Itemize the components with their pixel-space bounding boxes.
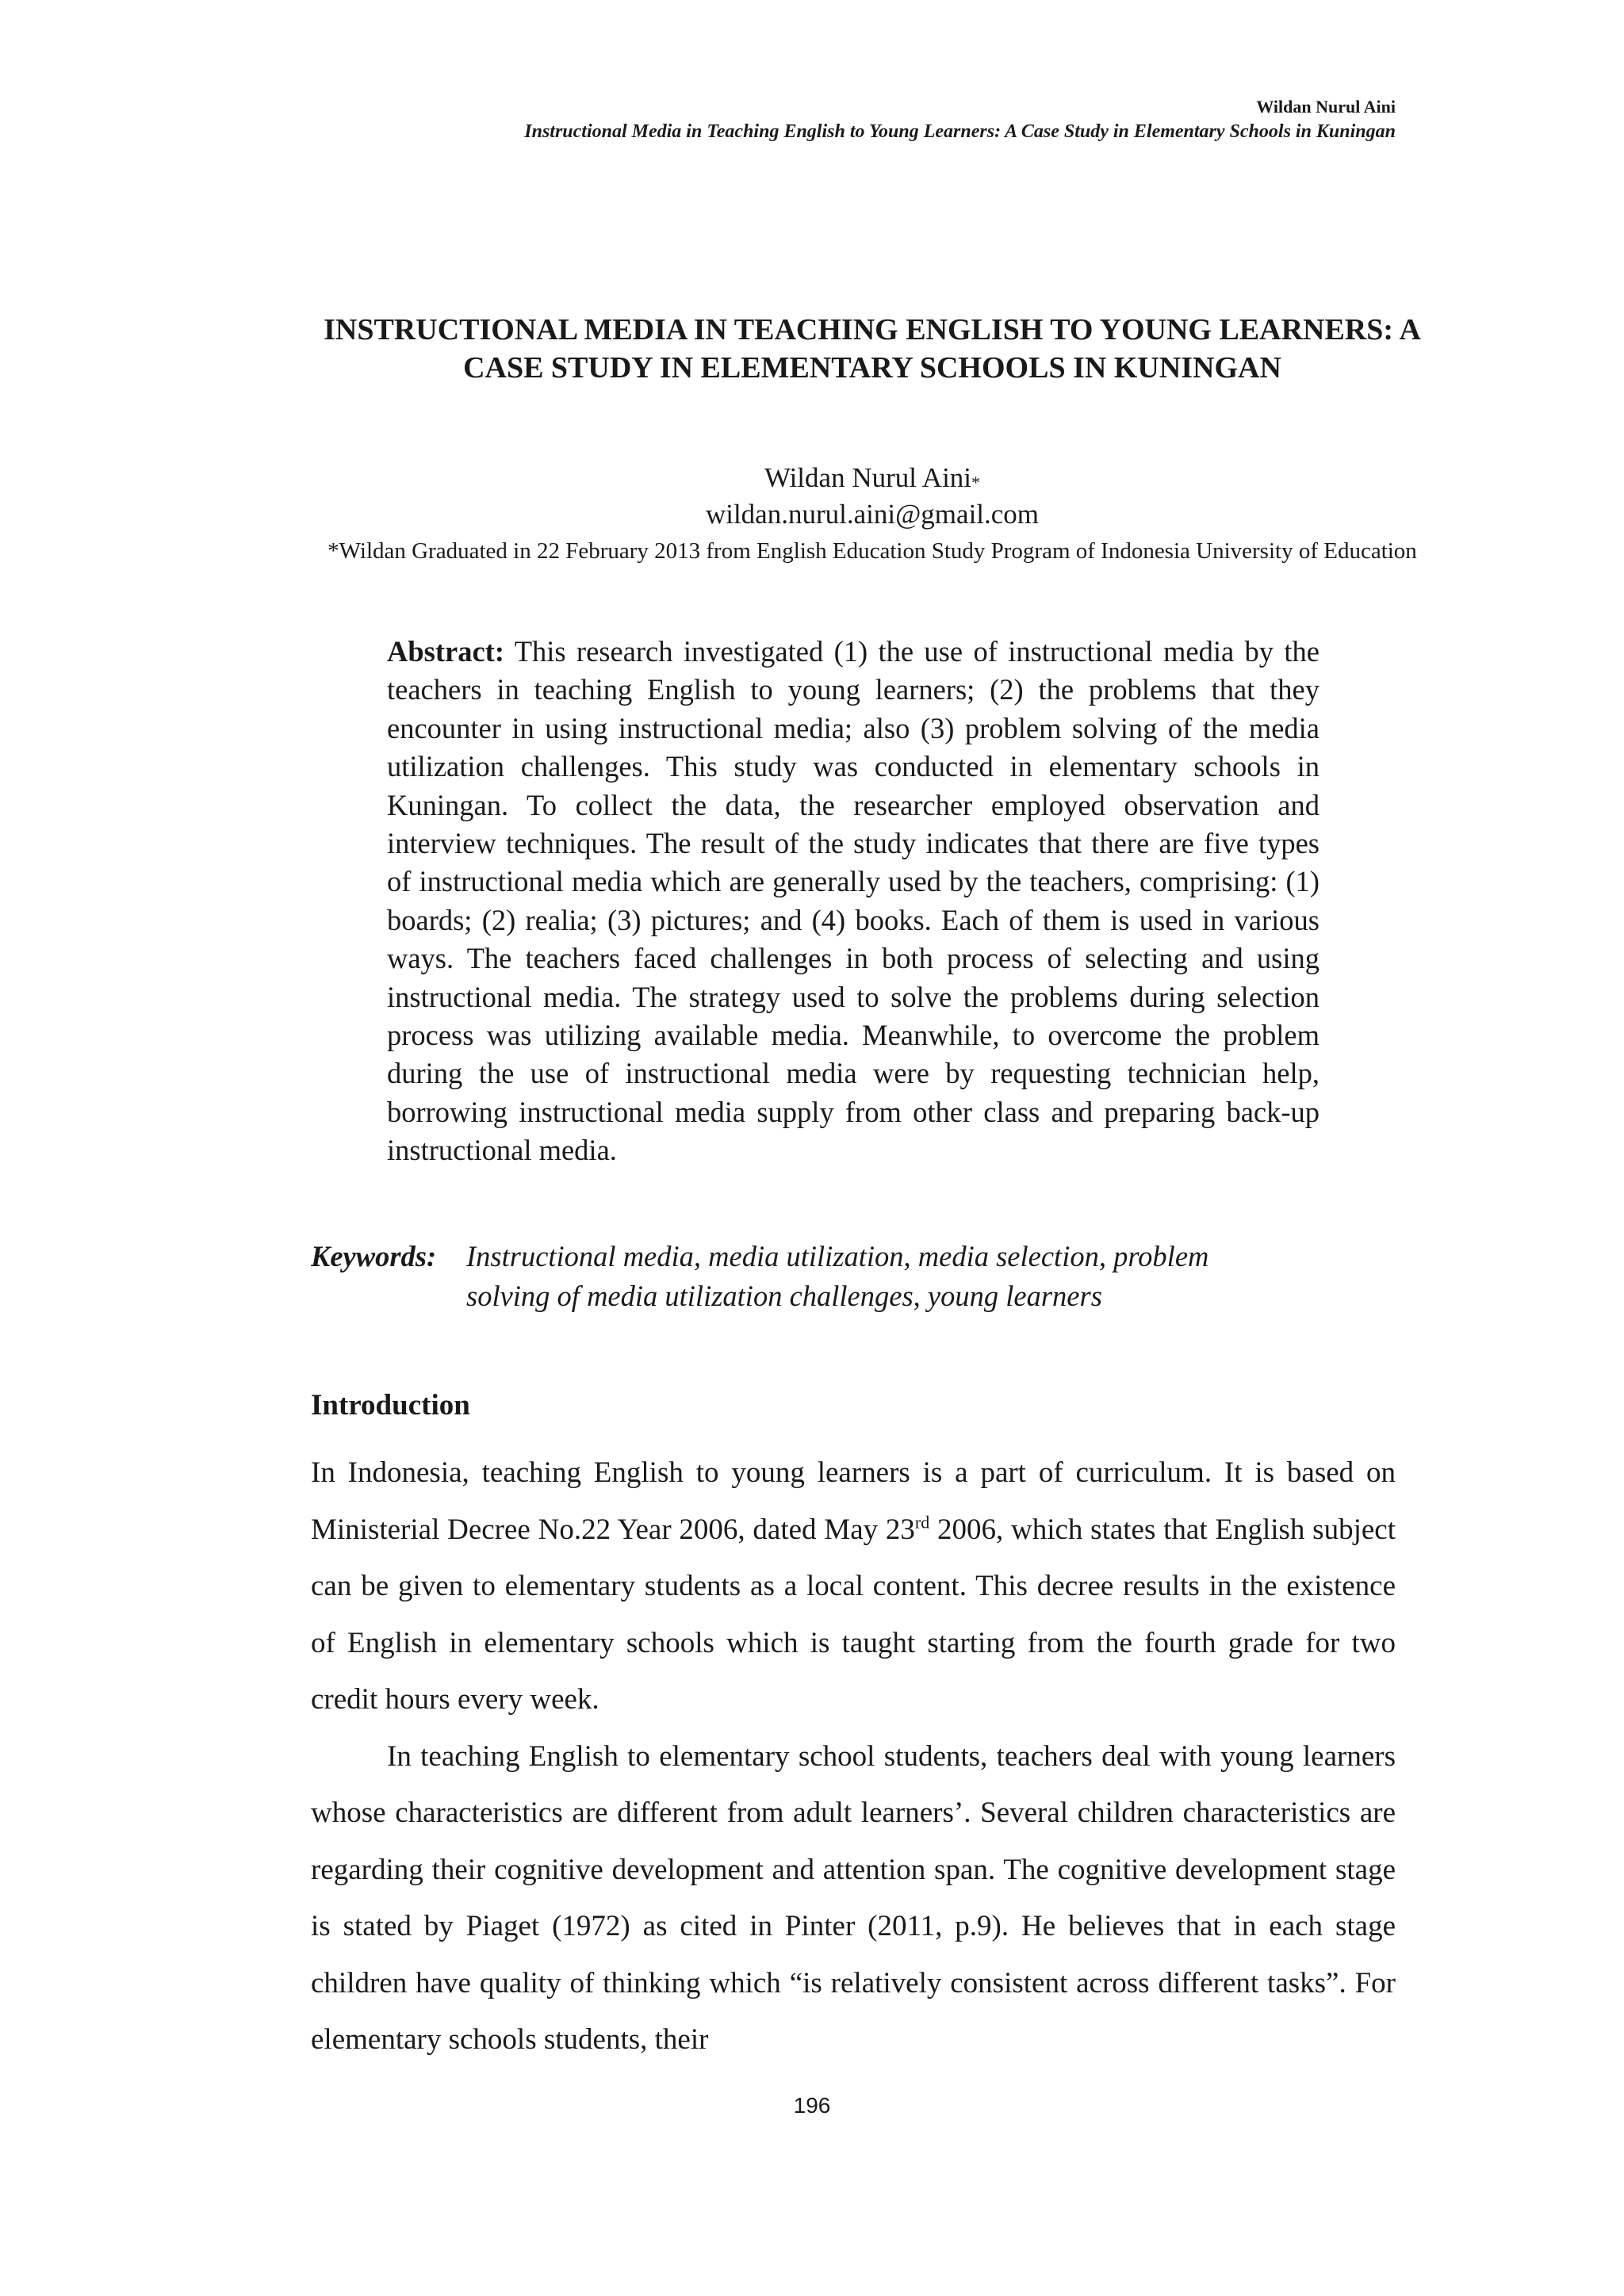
author-block: [317, 460, 1427, 566]
author-email: wildan.nurul.aini@gmail.com: [705, 499, 1040, 530]
running-head-title: Instructional Media in Teaching English to Young Learners: A Case Study in Elementary Schools in Kuningan: [524, 121, 1396, 142]
author-mark: *: [971, 473, 981, 492]
paper-title: INSTRUCTIONAL MEDIA IN TEACHING ENGLISH TO YOUNG LEARNERS: A CASE STUDY IN ELEMENTARY SCHOOLS IN KUNINGAN: [324, 313, 1421, 385]
introduction-body: [311, 1445, 1396, 2068]
introduction-paragraph-1: [311, 1445, 1396, 1728]
author-name: [317, 460, 1427, 496]
ordinal-suffix: rd: [914, 1512, 930, 1533]
paragraph-1-text-b: 2006, which states that English subject can be given to elementary students as a local content. This decree results in the existence of English in elementary schools which is taught starting from the fourth grade for two credit hours every week.: [311, 1513, 1396, 1716]
page-number: 196: [793, 2093, 831, 2118]
abstract: [387, 633, 1320, 1170]
paragraph-1-text-a: In Indonesia, teaching English to young learners is a part of curriculum. It is based on Ministerial Decree No.22 Year 2006, dated May 23: [311, 1456, 1396, 1546]
running-head-author: Wildan Nurul Aini: [1256, 97, 1396, 117]
running-head: [524, 95, 1396, 144]
abstract-text: This research investigated (1) the use of instructional media by the teachers in teaching English to young learners; (2) the problems that they encounter in using instructional media; also (3) problem solving of the media utilization challenges. This study was conducted in elementary schools in Kuningan. To collect the data, the researcher employed observation and interview techniques. The result of the study indicates that there are five types of instructional media which are generally used by the teachers, comprising: (1) boards; (2) realia; (3) pictures; and (4) books. Each of them is used in various ways. The teachers faced challenges in both process of selecting and using instructional media. The strategy used to solve the problems during selection process was utilizing available media. Meanwhile, to overcome the problem during the use of instructional media were by requesting technician help, borrowing instructional media supply from other class and preparing back-up instructional media.: [387, 635, 1320, 1167]
introduction-heading: Introduction: [311, 1389, 470, 1422]
author-name-text: Wildan Nurul Aini: [764, 462, 972, 493]
keywords-text: Instructional media, media utilization, media selection, problem solving of media utilization challenges, young learners: [466, 1240, 1209, 1312]
introduction-paragraph-2: In teaching English to elementary school students, teachers deal with young learners whose characteristics are different from adult learners’. Several children characteristics are regarding their cognitive development and attention span. The cognitive development stage is stated by Piaget (1972) as cited in Pinter (2011, p.9). He believes that in each stage children have quality of thinking which “is relatively consistent across different tasks”. For elementary schools students, their: [311, 1739, 1396, 2056]
keywords-label: Keywords:: [311, 1240, 437, 1272]
affiliation-note: *Wildan Graduated in 22 February 2013 from English Education Study Program of Indonesia University of Education: [327, 538, 1417, 564]
keywords: [311, 1237, 1342, 1316]
abstract-label: Abstract:: [387, 635, 504, 668]
